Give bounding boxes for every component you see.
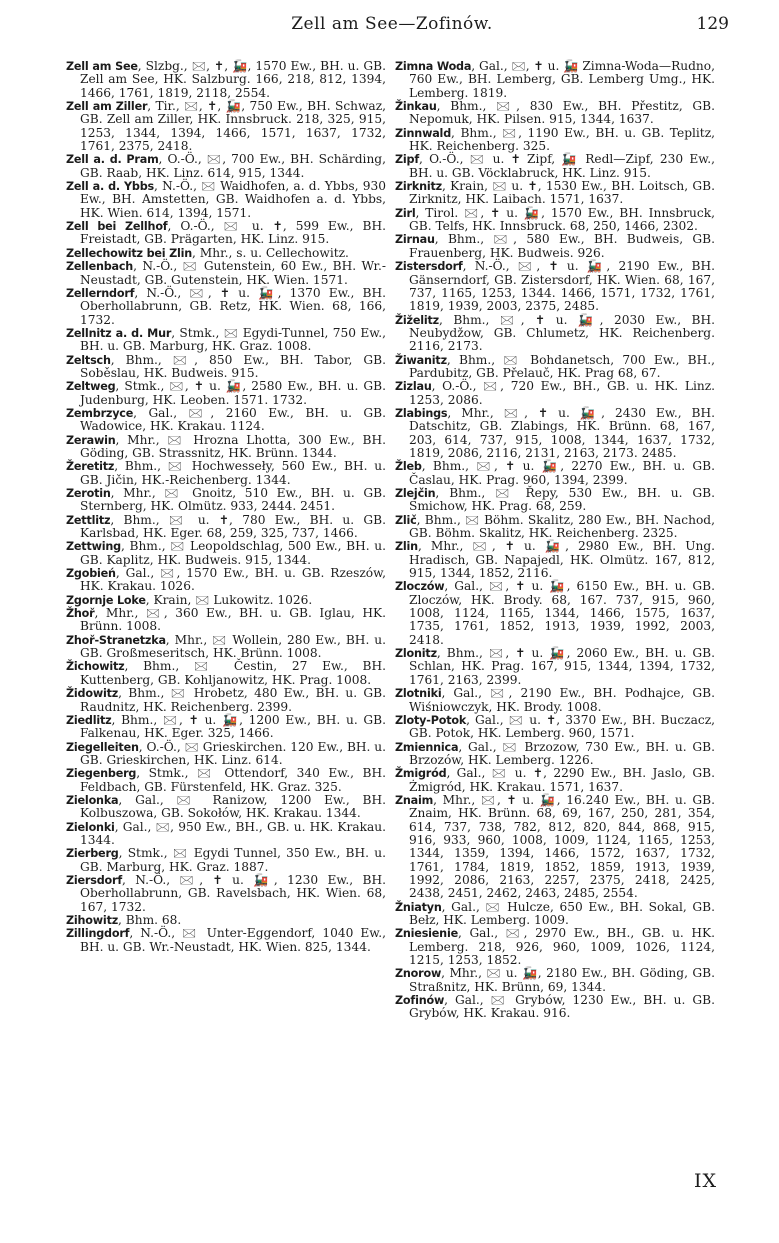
gazetteer-entry [66,660,386,687]
entry-headword: Zniesienie [395,927,458,941]
right-column [395,60,715,1021]
entry-headword: Zlič [395,513,417,527]
entry-headword: Zeltsch [66,353,111,367]
entry-headword: Žichowitz [66,660,125,674]
entry-text: , Mhr., 🖂, ✝ u. 🚂, 2980 Ew., BH. Ung. Hradisch, GB. Napajedl, HK. Olmütz. 167, 812, 915, 1344, 1852, 2116. [409,539,715,581]
gazetteer-entry [66,794,386,821]
gazetteer-entry [66,407,386,434]
entry-headword: Zellenbach [66,260,134,274]
entry-headword: Zmiennica [395,740,459,754]
gazetteer-entry [395,580,715,647]
entry-text: , Bhm., 🖂, 1190 Ew., BH. u. GB. Teplitz, HK. Reichenberg. 325. [409,125,715,154]
entry-headword: Zloty-Potok [395,713,467,727]
entry-text: , Stmk., 🖂 Ottendorf, 340 Ew., BH. Feldbach, GB. Fürstenfeld, HK. Graz. 325. [80,766,386,794]
entry-text: , N.-Ö., 🖂 Unter-Eggendorf, 1040 Ew., BH. u. GB. Wr.-Neustadt, HK. Wien. 825, 1344. [80,926,386,954]
entry-headword: Žniatyn [395,900,442,914]
entry-text: , Bhm., 🖂 Hochwesseły, 560 Ew., BH. u. GB. Jičin, HK.-Reichenberg. 1344. [80,459,386,487]
entry-headword: Žiwanitz [395,353,447,367]
entry-text: , Gal., 🖂 Ranizow, 1200 Ew., BH. Kolbuszowa, GB. Sokołów, HK. Krakau. 1344. [80,792,386,821]
gazetteer-entry [395,687,715,714]
entry-headword: Žinkau [395,100,437,114]
entry-text: , Mhr., 🖂 Wollein, 280 Ew., BH. u. GB. Großmeseritsch, HK. Brünn. 1008. [80,632,386,661]
entry-text: , N.-Ö., 🖂, ✝ u. 🚂, 1230 Ew., BH. Oberhollabrunn, GB. Ravelsbach, HK. Wien. 68, 167, 1732. [80,872,386,914]
entry-text: , Bhm., 🖂 Řepy, 530 Ew., BH. u. GB. Smichow, HK. Prag. 68, 259. [409,486,715,514]
gazetteer-entry [395,314,715,354]
gazetteer-entry [66,60,386,100]
gazetteer-entry [395,647,715,687]
entry-headword: Zihowitz [66,914,119,927]
page-number: 129 [696,14,729,34]
entry-headword: Zellerndorf [66,286,135,300]
gazetteer-entry [66,607,386,634]
entry-text: , Bhm., 🖂 Leopoldschlag, 500 Ew., BH. u. GB. Kaplitz, HK. Budweis. 915, 1344. [80,539,386,567]
entry-headword: Zembrzyce [66,406,134,420]
gazetteer-entry [395,487,715,514]
entry-text: , Bhm., 🖂 Bohdanetsch, 700 Ew., BH., Pardubitz, GB. Přelauč, HK. Prag 68, 67. [409,352,715,380]
entry-headword: Ziegenberg [66,767,137,781]
gazetteer-entry [66,434,386,461]
gazetteer-entry [395,207,715,234]
entry-text: , O.-Ö., 🖂 Grieskirchen. 120 Ew., BH. u. GB. Grieskirchen, HK. Linz. 614. [80,739,386,767]
entry-text: , Bhm., 🖂, ✝ u. 🚂, 1200 Ew., BH. u. GB. Falkenau, HK. Eger. 325, 1466. [80,712,386,741]
entry-text: , Bhm., 🖂, 850 Ew., BH. Tabor, GB. Soběslau, HK. Budweis. 915. [80,352,386,380]
entry-headword: Zistersdorf [395,260,463,274]
entry-headword: Zell am Ziller [66,100,148,114]
gazetteer-entry [395,794,715,901]
entry-text: , O.-Ö., 🖂 u. ✝ Zipf, 🚂 Redl—Zipf, 230 Ew., BH. u. GB. Vöcklabruck, HK. Linz. 915. [409,152,715,180]
entry-text: , Bhm., 🖂, ✝ u. 🚂, 2060 Ew., BH. u. GB. Schlan, HK. Prag. 167, 915, 1344, 1394, 1732, 1761, 2163, 2399. [409,646,715,687]
entry-text: , Bhm., 🖂, 830 Ew., BH. Přestitz, GB. Nepomuk, HK. Pilsen. 915, 1344, 1637. [409,99,715,127]
gazetteer-entry [395,153,715,180]
gazetteer-entry [395,60,715,100]
gazetteer-entry [66,847,386,874]
gazetteer-entry [395,460,715,487]
entry-text: , Bhm., 🖂 Čestin, 27 Ew., BH. Kuttenberg, GB. Kohljanowitz, HK. Prag. 1008. [80,659,386,687]
entry-headword: Zhoř-Stranetzka [66,633,166,647]
entry-headword: Žeretitz [66,460,115,474]
entry-text: , Bhm. 68. [118,913,182,927]
entry-text: , Mhr., 🖂, 360 Ew., BH. u. GB. Iglau, HK. Brünn. 1008. [80,606,386,634]
entry-text: , Bhm., 🖂 Hrobetz, 480 Ew., BH. u. GB. Raudnitz, HK. Reichenberg. 2399. [80,686,386,714]
entry-headword: Ziegelleiten [66,740,139,754]
gazetteer-entry [66,153,386,180]
entry-text: , Bhm., 🖂 Böhm. Skalitz, 280 Ew., BH. Nachod, GB. Böhm. Skalitz, HK. Reichenberg. 2325. [409,512,715,541]
gazetteer-entry [66,567,386,594]
entry-text: , Stmk., 🖂, ✝ u. 🚂, 2580 Ew., BH. u. GB. Judenburg, HK. Leoben. 1571. 1732. [80,379,386,407]
gazetteer-entry [395,714,715,741]
entry-text: , Bhm., 🖂, ✝ u. 🚂, 2030 Ew., BH. Neubydžow, GB. Chlumetz, HK. Reichenberg. 2116, 2173. [409,312,715,354]
entry-text: , Gal., 🖂, 1570 Ew., BH. u. GB. Rzeszów, HK. Krakau. 1026. [80,566,386,594]
gazetteer-entry [395,767,715,794]
entry-headword: Zeltweg [66,380,116,394]
gazetteer-entry [395,233,715,260]
gazetteer-entry [66,687,386,714]
gazetteer-entry [395,994,715,1021]
entry-text: , N.-Ö., 🖂 Waidhofen, a. d. Ybbs, 930 Ew., BH. Amstetten, GB. Waidhofen a. d. Ybbs, HK. Wien. 614, 1394, 1571. [80,179,387,220]
entry-headword: Zlejčin [395,487,436,500]
gazetteer-entry [66,821,386,848]
entry-headword: Zell a. d. Pram [66,153,159,167]
entry-headword: Zinnwald [395,126,452,140]
entry-headword: Zell a. d. Ybbs [66,180,154,194]
entry-text: , Mhr., 🖂, ✝ u. 🚂, 16.240 Ew., BH. u. GB. Znaim, HK. Brünn. 68, 69, 167, 250, 281, 354, 614, 737, 738, 782, 812, 820, 844, 868, 915, 916, 933, 960, 1008, 1009, 1124, 1165, 1253, 1344, 1359, 1394, 1466, 1572, 1637, 1732, 1761, 1784, 1819, 1852, 1859, 1913, 1939, 1992, 2086, 2163, 2257, 2375, 2418, 2425, 2438, 2451, 2462, 2463, 2485, 2554. [409,792,715,901]
entry-text: , N.-Ö., 🖂, ✝ u. 🚂, 2190 Ew., BH. Gänserndorf, GB. Zistersdorf, HK. Wien. 68, 167, 737, 1165, 1253, 1344. 1466, 1571, 1732, 1761, 1819, 1939, 2003, 2375, 2485. [409,259,715,314]
entry-headword: Zgornje Loke [66,593,146,607]
entry-text: , Mhr., 🖂 Hrozna Lhotta, 300 Ew., BH. Göding, GB. Strassnitz, HK. Brünn. 1344. [80,432,386,460]
entry-headword: Zlonitz [395,647,437,661]
entry-headword: Zlotniki [395,687,442,701]
entry-headword: Zell bei Zellhof [66,220,168,234]
entry-headword: Zielonki [66,820,115,834]
gazetteer-entry [66,354,386,381]
entry-text: , Gal., 🖂, ✝ u. 🚂 Zimna-Woda—Rudno, 760 Ew., BH. Lemberg, GB. Lemberg Umg., HK. Lemberg. 1819. [409,59,715,100]
gazetteer-entry [395,514,715,541]
gazetteer-entry [395,901,715,928]
entry-text: , Gal., 🖂, 950 Ew., BH., GB. u. HK. Krakau. 1344. [80,819,386,847]
entry-text: , Tirol. 🖂, ✝ u. 🚂, 1570 Ew., BH. Innsbruck, GB. Telfs, HK. Innsbruck. 68, 250, 1466, 2302. [409,205,715,234]
entry-headword: Žleb [395,460,422,474]
entry-headword: Zgobień [66,567,116,581]
entry-text: , N.-Ö., 🖂 Gutenstein, 60 Ew., BH. Wr.-Neustadt, GB. Gutenstein, HK. Wien. 1571. [80,259,386,287]
entry-headword: Zerotin [66,487,111,500]
entry-headword: Zizlau [395,380,432,394]
entry-text: , Gal., 🖂 u. ✝, 2290 Ew., BH. Jaslo, GB. Żmigród, HK. Krakau. 1571, 1637. [409,766,715,794]
gazetteer-entry [395,540,715,580]
entry-text: , Gal., 🖂, 2190 Ew., BH. Podhajce, GB. Wiśniowczyk, HK. Brody. 1008. [409,686,715,714]
gazetteer-entry [66,767,386,794]
gazetteer-entry [66,514,386,541]
entry-headword: Zofinów [395,994,445,1008]
gazetteer-entry [66,714,386,741]
entry-text: , Gal., 🖂 u. ✝, 3370 Ew., BH. Buczacz, GB. Potok, HK. Lemberg. 960, 1571. [409,712,715,741]
page-title: Zell am See—Zofinów. [291,14,493,34]
entry-text: , O.-Ö., 🖂, 700 Ew., BH. Schärding, GB. Raab, HK. Linz. 614, 915, 1344. [80,152,386,180]
entry-headword: Zielonka [66,793,119,807]
gazetteer-entry [66,180,386,220]
entry-headword: Zell am See [66,60,138,73]
signature-mark: IX [693,1170,717,1192]
entry-headword: Zerawin [66,433,116,447]
gazetteer-entry [66,594,386,607]
left-column [66,60,386,954]
entry-headword: Ziersdorf [66,873,122,887]
entry-headword: Žhoř [66,607,95,621]
entry-text: , O.-Ö., 🖂, 720 Ew., BH., GB. u. HK. Linz. 1253, 2086. [409,379,715,407]
gazetteer-entry [395,407,715,460]
entry-headword: Ziedlitz [66,713,112,727]
entry-text: , Slzbg., 🖂, ✝, 🚂, 1570 Ew., BH. u. GB. Zell am See, HK. Salzburg. 166, 218, 812, 1394, 1466, 1761, 1819, 2118, 2554. [80,59,386,100]
gazetteer-entry [66,287,386,327]
gazetteer-entry [66,927,386,954]
entry-headword: Žmigród [395,767,447,781]
entry-text: , Gal., 🖂 Grybów, 1230 Ew., BH. u. GB. Grybów, HK. Krakau. 916. [409,993,715,1021]
gazetteer-entry [395,967,715,994]
gazetteer-entry [395,741,715,768]
entry-text: , Gal., 🖂 Brzozow, 730 Ew., BH. u. GB. Brzozów, HK. Lemberg. 1226. [409,739,715,767]
gazetteer-entry [395,260,715,313]
gazetteer-entry [66,634,386,661]
entry-text: , Krain, 🖂 u. ✝, 1530 Ew., BH. Loitsch, GB. Zirknitz, HK. Laibach. 1571, 1637. [409,179,715,207]
entry-text: , Mhr., 🖂 u. 🚂, 2180 Ew., BH. Göding, GB. Straßnitz, HK. Brünn, 69, 1344. [409,966,715,994]
entry-headword: Znorow [395,967,442,981]
gazetteer-entry [66,540,386,567]
entry-text: , Bhm., 🖂 u. ✝, 780 Ew., BH. u. GB. Karlsbad, HK. Eger. 68, 259, 325, 737, 1466. [80,512,386,541]
entry-text: , Mhr., s. u. Cellechowitz. [192,245,349,260]
entry-headword: Zlin [395,540,418,554]
gazetteer-entry [395,180,715,207]
entry-headword: Zillingdorf [66,927,130,941]
entry-headword: Zirnau [395,233,435,247]
entry-text: , Gal., 🖂, 2970 Ew., BH., GB. u. HK. Lemberg. 218, 926, 960, 1009, 1026, 1124, 1215, 1253, 1852. [409,926,715,968]
gazetteer-entry [395,100,715,127]
entry-text: , Stmk., 🖂 Egydi-Tunnel, 750 Ew., BH. u. GB. Marburg, HK. Graz. 1008. [80,325,386,354]
gazetteer-entry [395,927,715,967]
entry-text: , Bhm., 🖂, ✝ u. 🚂, 2270 Ew., BH. u. GB. Časlau, HK. Prag. 960, 1394, 2399. [409,459,715,487]
entry-headword: Zirknitz [395,180,442,194]
entry-text: , O.-Ö., 🖂 u. ✝, 599 Ew., BH. Freistadt, GB. Prägarten, HK. Linz. 915. [80,219,386,247]
gazetteer-entry [395,380,715,407]
entry-text: , Gal., 🖂 Hulcze, 650 Ew., BH. Sokal, GB. Bełz, HK. Lemberg. 1009. [409,899,715,927]
gazetteer-entry [66,874,386,914]
entry-headword: Znaim [395,793,434,807]
gazetteer-entry [66,327,386,354]
entry-text: , Mhr., 🖂 Gnoitz, 510 Ew., BH. u. GB. Sternberg, HK. Olmütz. 933, 2444. 2451. [80,486,386,514]
entry-text: , Stmk., 🖂 Egydi Tunnel, 350 Ew., BH. u. GB. Marburg, HK. Graz. 1887. [80,846,386,874]
entry-headword: Žiželitz [395,313,439,327]
entry-headword: Zloczów [395,580,445,594]
entry-text: , Tir., 🖂, ✝, 🚂, 750 Ew., BH. Schwaz, GB. Zell am Ziller, HK. Innsbruck. 218, 325, 915, 1253, 1344, 1394, 1466, 1571, 1637, 1732, 1761, 2375, 2418. [80,99,386,154]
gazetteer-entry [66,100,386,153]
entry-text: , N.-Ö., 🖂, ✝ u. 🚂, 1370 Ew., BH. Oberhollabrunn, GB. Retz, HK. Wien. 68, 166, 1732. [80,285,386,327]
gazetteer-entry [66,487,386,514]
gazetteer-entry [66,260,386,287]
gazetteer-entry [66,220,386,247]
entry-headword: Zellechowitz bei Zlin [66,246,193,260]
gazetteer-entry [66,380,386,407]
entry-text: , Gal., 🖂, ✝ u. 🚂, 6150 Ew., BH. u. GB. Zloczów, HK. Brody. 68, 167. 737, 915, 960, 1008, 1124, 1165, 1344, 1466, 1575, 1637, 1735, 1761, 1852, 1913, 1939, 1992, 2003, 2418. [409,579,715,647]
entry-headword: Židowitz [66,687,119,701]
entry-headword: Zirl [395,206,416,220]
entry-headword: Zierberg [66,847,119,861]
gazetteer-entry [395,354,715,381]
entry-text: , Krain, 🖂 Lukowitz. 1026. [145,592,313,607]
entry-headword: Zimna Woda [395,60,472,73]
entry-headword: Zettwing [66,540,121,554]
entry-headword: Zipf [395,153,420,167]
entry-text: , Mhr., 🖂, ✝ u. 🚂, 2430 Ew., BH. Datschitz, GB. Zlabings, HK. Brünn. 68, 167, 203, 614, 737, 915, 1008, 1344, 1637, 1732, 1819, 2086, 2116, 2131, 2163, 2173. 2485. [409,405,715,460]
gazetteer-entry [66,460,386,487]
entry-text: , Bhm., 🖂, 580 Ew., BH. Budweis, GB. Frauenberg, HK. Budweis. 926. [409,232,715,260]
entry-headword: Zettlitz [66,513,111,527]
entry-headword: Zlabings [395,406,448,420]
gazetteer-entry [395,127,715,154]
page-header [55,14,729,44]
entry-text: , Gal., 🖂, 2160 Ew., BH. u. GB. Wadowice, HK. Krakau. 1124. [80,405,386,434]
entry-headword: Zellnitz a. d. Mur [66,326,172,340]
gazetteer-entry [66,741,386,768]
